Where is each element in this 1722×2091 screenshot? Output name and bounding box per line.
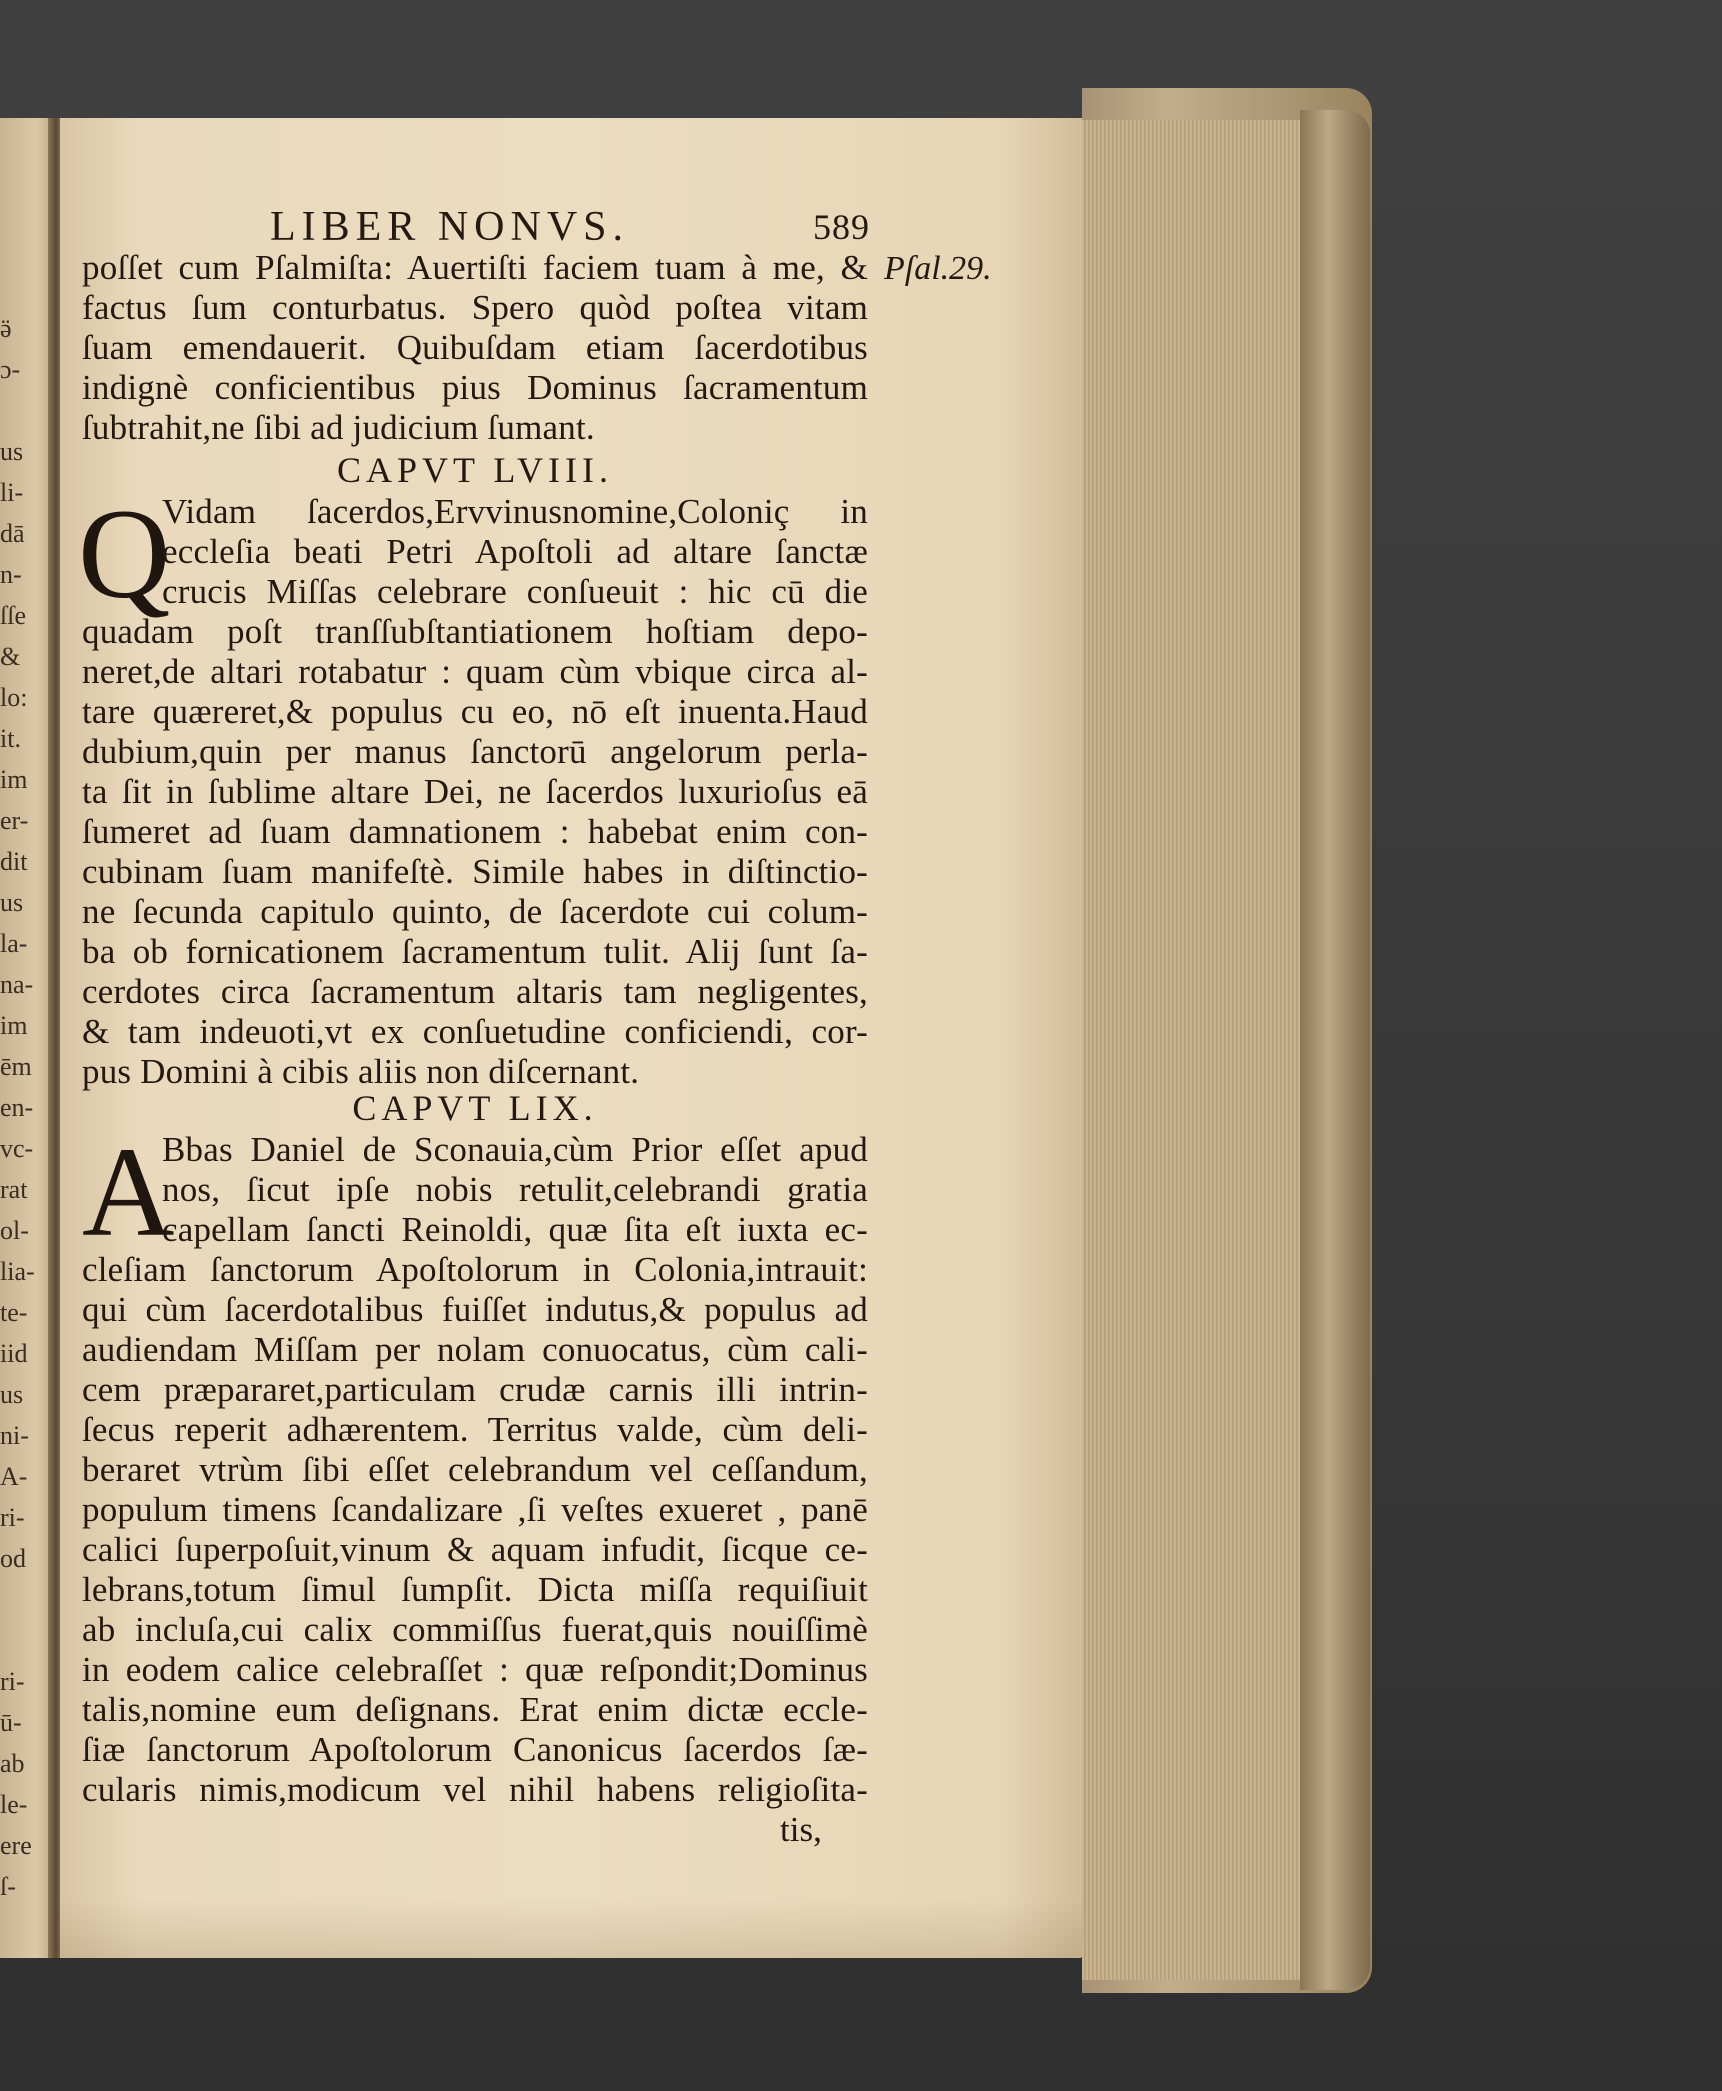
text-line: qui cùm ſacerdotalibus fuiſſet indutus,& populus ad xyxy=(82,1290,868,1329)
margin-fragment: ri- xyxy=(0,1667,25,1696)
text-line: capellam ſancti Reinoldi, quæ ſita eſt iuxta ec- xyxy=(162,1210,868,1249)
margin-fragment: A- xyxy=(0,1462,28,1491)
chapter-59-text xyxy=(82,1121,868,1810)
margin-fragment: la- xyxy=(0,929,28,958)
margin-fragment: ere xyxy=(0,1831,32,1860)
margin-fragment: it. xyxy=(0,724,21,753)
text-line: calici ſuperpoſuit,vinum & aquam infudit, ſicque ce- xyxy=(82,1530,868,1569)
margin-fragment: n- xyxy=(0,560,22,589)
margin-fragment: vc- xyxy=(0,1134,34,1163)
margin-fragment: ri- xyxy=(0,1503,25,1532)
margin-fragment: te- xyxy=(0,1298,28,1327)
chapter-58-text xyxy=(82,492,868,1092)
text-line: cubinam ſuam manifeſtè. Simile habes in diſtinctio- xyxy=(82,852,868,891)
margin-fragment: er- xyxy=(0,806,29,835)
text-line: nos, ſicut ipſe nobis retulit,celebrandi gratia xyxy=(162,1170,868,1209)
chapter-59-dropcap: A xyxy=(82,1121,175,1263)
text-line: ſiæ ſanctorum Apoſtolorum Canonicus ſacerdos ſæ- xyxy=(82,1730,868,1769)
margin-fragment: na- xyxy=(0,970,34,999)
margin-fragment: us xyxy=(0,888,24,917)
margin-fragment: ū- xyxy=(0,1708,22,1737)
margin-fragment: iid xyxy=(0,1339,28,1368)
book-fore-edge xyxy=(1082,120,1300,1980)
chapter-59-heading: CAPVT LIX. xyxy=(352,1088,598,1128)
text-line: ne ſecunda capitulo quinto, de ſacerdote cui colum- xyxy=(82,892,868,931)
text-line: crucis Miſſas celebrare conſueuit : hic cū die xyxy=(162,572,868,611)
text-line: dubium,quin per manus ſanctorū angelorum perla- xyxy=(82,732,868,771)
margin-fragment: ol- xyxy=(0,1216,29,1245)
text-line: indignè conficientibus pius Dominus ſacramentum xyxy=(82,368,868,407)
text-line: ba ob fornicationem ſacramentum tulit. Alij ſunt ſa- xyxy=(82,932,868,971)
margin-fragment: ſ- xyxy=(0,1872,16,1901)
text-line: populum timens ſcandalizare ,ſi veſtes exueret , panē xyxy=(82,1490,868,1529)
text-line: neret,de altari rotabatur : quam cùm vbique circa al- xyxy=(82,652,868,691)
margin-fragment: le- xyxy=(0,1790,28,1819)
margin-fragment: en- xyxy=(0,1093,34,1122)
text-line: audiendam Miſſam per nolam conuocatus, cùm cali- xyxy=(82,1330,868,1369)
margin-fragment: ab xyxy=(0,1749,25,1778)
margin-fragment: ɔ- xyxy=(0,355,21,384)
text-line: tare quæreret,& populus cu eo, nō eſt inuenta.Haud xyxy=(82,692,868,731)
margin-fragment: rat xyxy=(0,1175,28,1204)
catchword: tis, xyxy=(780,1810,822,1849)
text-line: Bbas Daniel de Sconauia,cùm Prior eſſet apud xyxy=(162,1130,868,1169)
margin-fragment: im xyxy=(0,765,28,794)
text-line: poſſet cum Pſalmiſta: Auertiſti faciem tuam à me, & xyxy=(82,248,868,287)
text-line: cleſiam ſanctorum Apoſtolorum in Colonia,intrauit: xyxy=(82,1250,868,1289)
margin-fragment: ſſe xyxy=(0,601,26,630)
chapter-58-heading: CAPVT LVIII. xyxy=(336,450,614,490)
margin-fragment: lo: xyxy=(0,683,28,712)
text-line: talis,nomine eum deſignans. Erat enim dictæ eccle- xyxy=(82,1690,868,1729)
margin-fragment: dā xyxy=(0,519,25,548)
margin-fragment: ēm xyxy=(0,1052,32,1081)
text-line: cem præpararet,particulam crudæ carnis illi intrin- xyxy=(82,1370,868,1409)
running-title: LIBER NONVS. xyxy=(270,204,630,250)
margin-fragment: ni- xyxy=(0,1421,29,1450)
text-line: eccleſia beati Petri Apoſtoli ad altare ſanctæ xyxy=(162,532,868,571)
text-line: in eodem calice celebraſſet : quæ reſpondit;Dominus xyxy=(82,1650,868,1689)
margin-fragment: lia- xyxy=(0,1257,35,1286)
margin-fragment: od xyxy=(0,1544,26,1573)
text-line: & tam indeuoti,vt ex conſuetudine conficiendi, cor- xyxy=(82,1012,868,1051)
page-number: 589 xyxy=(813,207,870,247)
margin-fragment: dit xyxy=(0,847,28,876)
margin-fragment: us xyxy=(0,437,24,466)
marginal-note: Pſal.29. xyxy=(884,250,992,287)
text-line: ſecus reperit adhærentem. Territus valde, cùm deli- xyxy=(82,1410,868,1449)
running-header xyxy=(210,203,890,251)
text-line: ſubtrahit,ne ſibi ad judicium ſumant. xyxy=(82,408,595,447)
margin-fragment: ӛ xyxy=(0,314,12,343)
text-line: ab incluſa,cui calix commiſſus fuerat,quis nouiſſimè xyxy=(82,1610,868,1649)
text-line: cerdotes circa ſacramentum altaris tam negligentes, xyxy=(82,972,868,1011)
margin-fragment: li- xyxy=(0,478,24,507)
margin-fragment: & xyxy=(0,642,21,671)
text-line: beraret vtrùm ſibi eſſet celebrandum vel ceſſandum, xyxy=(82,1450,868,1489)
text-line: cularis nimis,modicum vel nihil habens religioſita- xyxy=(82,1770,868,1809)
text-line: factus ſum conturbatus. Spero quòd poſtea vitam xyxy=(82,288,868,327)
text-line: quadam poſt tranſſubſtantiationem hoſtiam depo- xyxy=(82,612,868,651)
text-line: pus Domini à cibis aliis non diſcernant. xyxy=(82,1052,640,1091)
chapter-58-dropcap: Q xyxy=(78,483,171,625)
text-line: ta ſit in ſublime altare Dei, ne ſacerdos luxurioſus eā xyxy=(82,772,868,811)
margin-fragment: im xyxy=(0,1011,28,1040)
text-line: ſumeret ad ſuam damnationem : habebat enim con- xyxy=(82,812,868,851)
text-line: lebrans,totum ſimul ſumpſit. Dicta miſſa requiſiuit xyxy=(82,1570,868,1609)
text-line: Vidam ſacerdos,Ervvinusnomine,Coloniç in xyxy=(162,492,868,531)
text-line: ſuam emendauerit. Quibuſdam etiam ſacerdotibus xyxy=(82,328,868,367)
cover-edge xyxy=(1300,110,1370,1990)
opening-paragraph xyxy=(82,248,868,448)
margin-fragment: us xyxy=(0,1380,24,1409)
